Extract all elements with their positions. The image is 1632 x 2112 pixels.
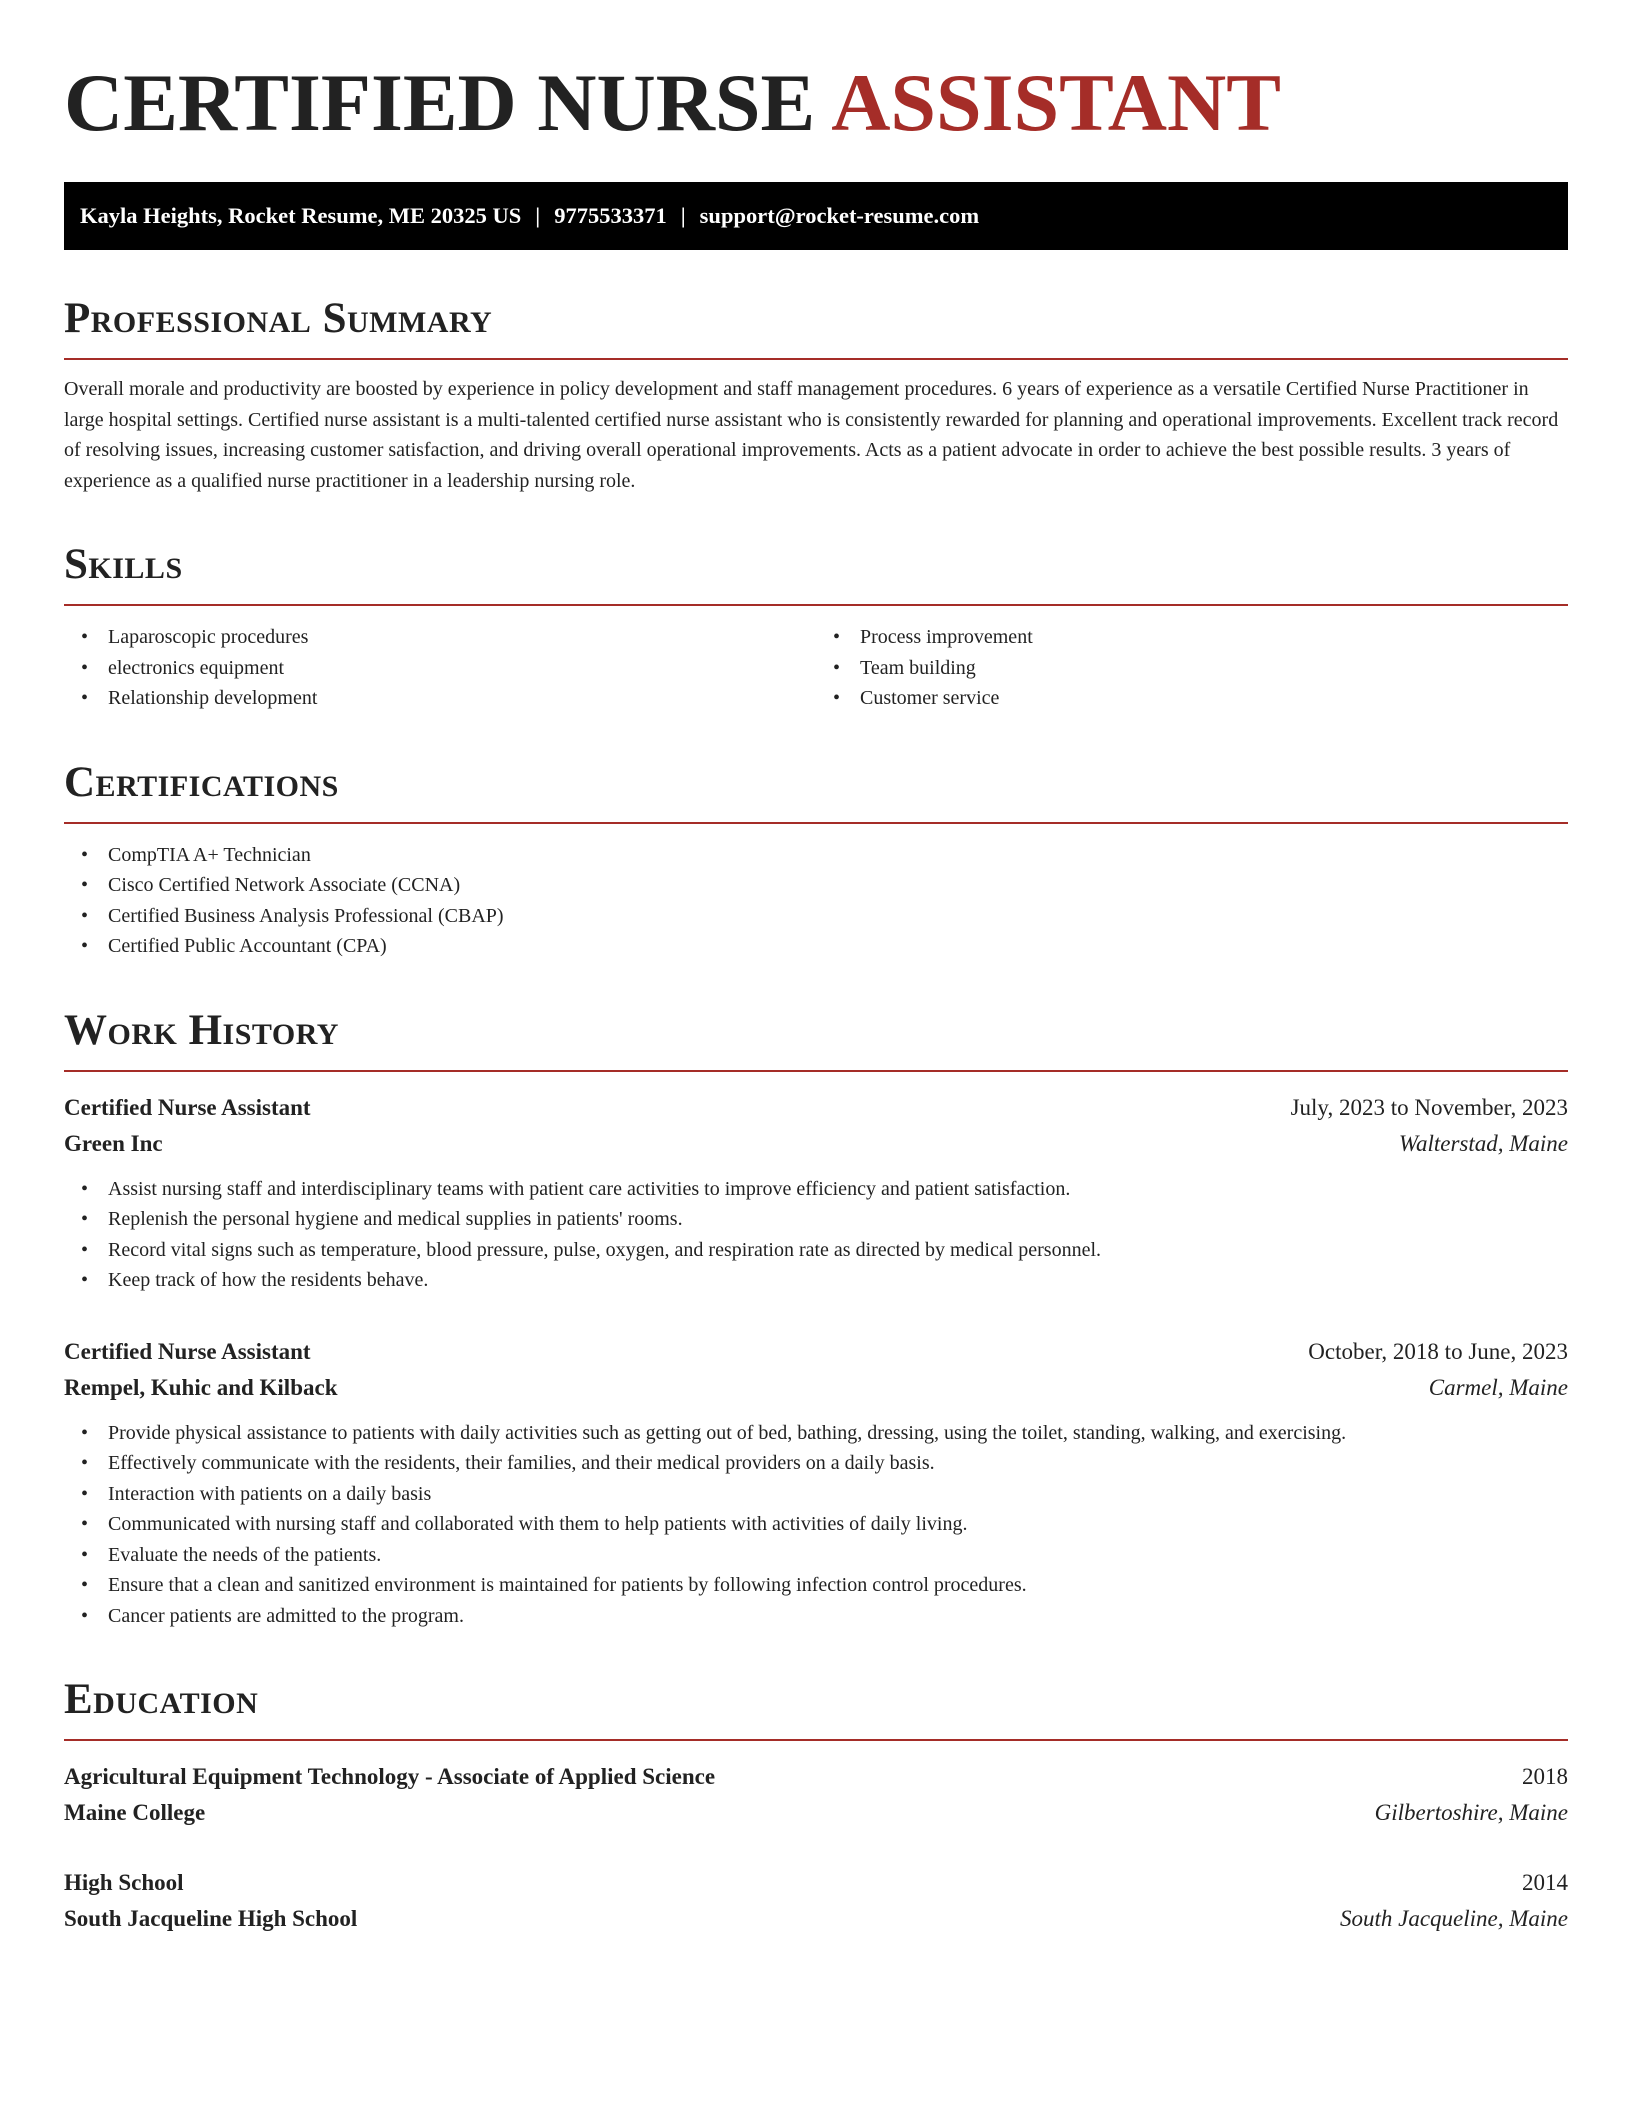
- education-section: [64, 1675, 1568, 1937]
- certification-item: • Certified Business Analysis Professional (CBAP): [64, 901, 1568, 932]
- job-location: Walterstad, Maine: [1398, 1130, 1568, 1156]
- certifications-heading: Certifications: [64, 758, 1568, 824]
- education-degree: High School: [64, 1870, 184, 1895]
- title-accent-part: ASSISTANT: [831, 57, 1281, 148]
- contact-email[interactable]: support@rocket-resume.com: [699, 203, 980, 228]
- education-school: Maine College: [64, 1800, 206, 1825]
- education-degree-row: [64, 1759, 1568, 1795]
- job-company-row: [64, 1126, 1568, 1162]
- education-location: South Jacqueline, Maine: [1339, 1906, 1568, 1931]
- certification-item: • CompTIA A+ Technician: [64, 840, 1568, 871]
- skill-item: • Relationship development: [64, 683, 816, 714]
- summary-heading: Professional Summary: [64, 294, 1568, 360]
- job-duty-item: • Provide physical assistance to patients with daily activities such as getting out of bed, bathing, dressing, using the toilet, standing, walking, and exercising.: [64, 1418, 1568, 1449]
- job-duty-item: • Cancer patients are admitted to the program.: [64, 1601, 1568, 1632]
- skill-item: • electronics equipment: [64, 653, 816, 684]
- title-first-part: CERTIFIED NURSE: [64, 57, 816, 148]
- skill-item: • Laparoscopic procedures: [64, 622, 816, 653]
- education-school: South Jacqueline High School: [64, 1906, 358, 1931]
- contact-address: Kayla Heights, Rocket Resume, ME 20325 US: [80, 203, 522, 228]
- skill-item: • Customer service: [816, 683, 1568, 714]
- education-location: Gilbertoshire, Maine: [1374, 1800, 1568, 1825]
- education-entry: [64, 1759, 1568, 1831]
- education-school-row: [64, 1901, 1568, 1937]
- certification-item: • Certified Public Accountant (CPA): [64, 931, 1568, 962]
- job-duty-item: • Ensure that a clean and sanitized environment is maintained for patients by following infection control procedures.: [64, 1570, 1568, 1601]
- job-title: Certified Nurse Assistant: [64, 1094, 311, 1120]
- skill-item: • Process improvement: [816, 622, 1568, 653]
- job-dates: October, 2018 to June, 2023: [1308, 1338, 1568, 1364]
- job-company: Green Inc: [64, 1130, 163, 1156]
- work-history-section: [64, 1006, 1568, 1632]
- job-dates: July, 2023 to November, 2023: [1290, 1094, 1568, 1120]
- education-degree-row: [64, 1865, 1568, 1901]
- job-header-row: [64, 1334, 1568, 1370]
- job-duty-item: • Keep track of how the residents behave.: [64, 1265, 1568, 1296]
- contact-separator: |: [680, 203, 686, 228]
- certifications-section: [64, 758, 1568, 962]
- skills-columns: [64, 606, 1568, 714]
- job-entry: [64, 1334, 1568, 1632]
- job-location: Carmel, Maine: [1428, 1374, 1568, 1400]
- education-entry: [64, 1865, 1568, 1937]
- certifications-list: [64, 840, 1568, 962]
- job-duty-item: • Record vital signs such as temperature, blood pressure, pulse, oxygen, and respiration rate as directed by medical personnel.: [64, 1235, 1568, 1266]
- contact-separator: |: [535, 203, 541, 228]
- skill-item: • Team building: [816, 653, 1568, 684]
- education-school-row: [64, 1795, 1568, 1831]
- education-heading: Education: [64, 1675, 1568, 1741]
- skills-list-right: [816, 622, 1568, 714]
- summary-section: [64, 294, 1568, 496]
- job-duties-list: [64, 1418, 1568, 1632]
- job-duty-item: • Interaction with patients on a daily basis: [64, 1479, 1568, 1510]
- job-title: Certified Nurse Assistant: [64, 1338, 311, 1364]
- contact-phone: 9775533371: [554, 203, 667, 228]
- job-company: Rempel, Kuhic and Kilback: [64, 1374, 338, 1400]
- job-entry: [64, 1090, 1568, 1296]
- job-duty-item: • Assist nursing staff and interdisciplinary teams with patient care activities to improve efficiency and patient satisfaction.: [64, 1174, 1568, 1205]
- education-degree: Agricultural Equipment Technology - Associate of Applied Science: [64, 1764, 716, 1789]
- education-year: 2018: [1522, 1764, 1568, 1789]
- job-duties-list: [64, 1174, 1568, 1296]
- contact-bar: [64, 182, 1568, 250]
- certification-item: • Cisco Certified Network Associate (CCNA): [64, 870, 1568, 901]
- skills-list-left: [64, 622, 816, 714]
- job-header-row: [64, 1090, 1568, 1126]
- job-duty-item: • Communicated with nursing staff and collaborated with them to help patients with activities of daily living.: [64, 1509, 1568, 1540]
- skills-section: [64, 540, 1568, 714]
- job-company-row: [64, 1370, 1568, 1406]
- skills-heading: Skills: [64, 540, 1568, 606]
- job-duty-item: • Evaluate the needs of the patients.: [64, 1540, 1568, 1571]
- work-history-heading: Work History: [64, 1006, 1568, 1072]
- summary-text: Overall morale and productivity are boosted by experience in policy development and staff management procedures. 6 years of experience as a versatile Certified Nurse Practitioner in large hospital settings. Certified nurse assistant is a multi-talented certified nurse assistant who is consistently rewarded for planning and operational improvements. Excellent track record of resolving issues, increasing customer satisfaction, and driving overall operational improvements. Acts as a patient advocate in order to achieve the best possible results. 3 years of experience as a qualified nurse practitioner in a leadership nursing role.: [64, 378, 1559, 492]
- job-duty-item: • Replenish the personal hygiene and medical supplies in patients' rooms.: [64, 1204, 1568, 1235]
- resume-title: [64, 58, 1568, 148]
- education-year: 2014: [1522, 1870, 1568, 1895]
- job-duty-item: • Effectively communicate with the residents, their families, and their medical providers on a daily basis.: [64, 1448, 1568, 1479]
